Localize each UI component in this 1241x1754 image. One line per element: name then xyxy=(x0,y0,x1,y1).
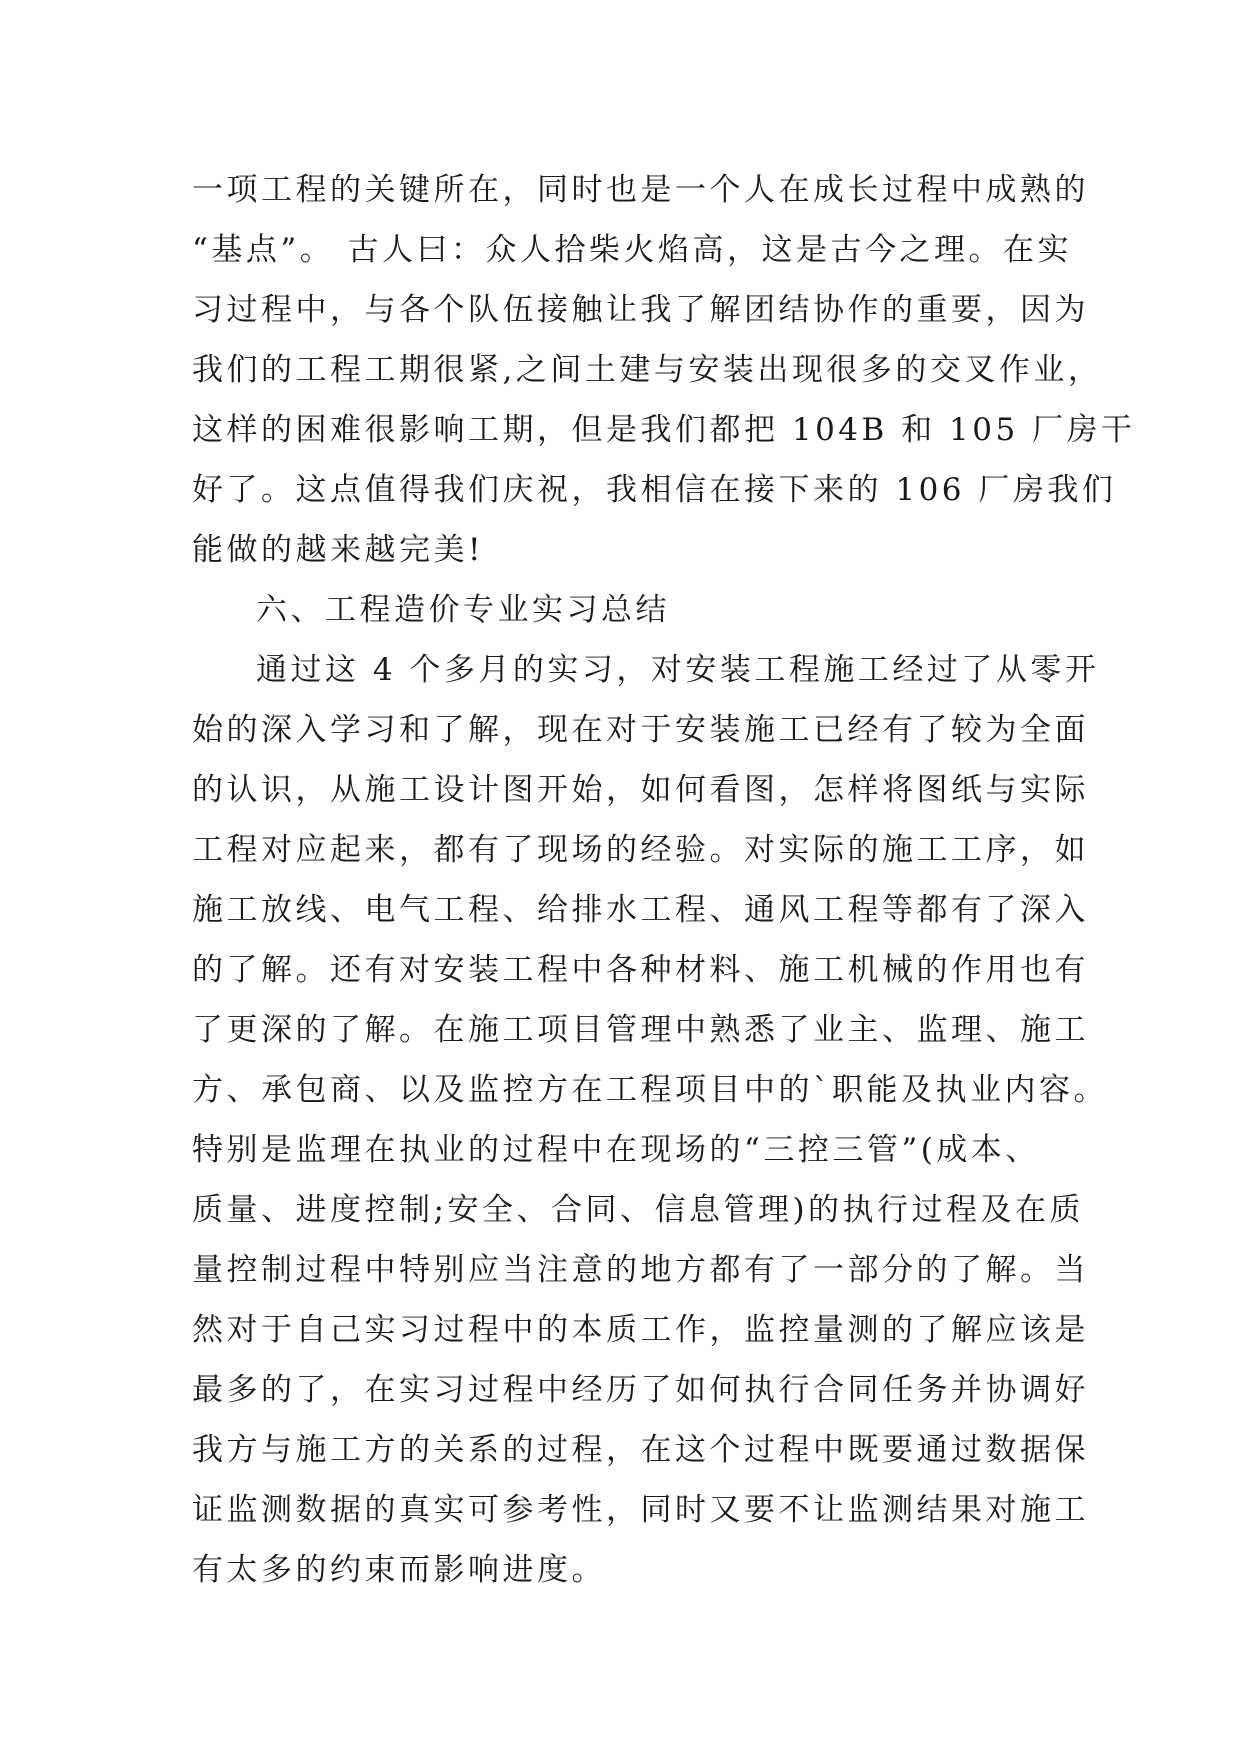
text-line: 我方与施工方的关系的过程，在这个过程中既要通过数据保 xyxy=(192,1432,1089,1468)
text-line: 一项工程的关键所在，同时也是一个人在成长过程中成熟的 xyxy=(192,172,1089,208)
text-line: 最多的了，在实习过程中经历了如何执行合同任务并协调好 xyxy=(192,1372,1089,1408)
text-line: 量控制过程中特别应当注意的地方都有了一部分的了解。当 xyxy=(192,1252,1089,1288)
paragraph-first-line: 通过这 4 个多月的实习，对安装工程施工经过了从零开 xyxy=(256,652,1100,688)
text-line: 的了解。还有对安装工程中各种材料、施工机械的作用也有 xyxy=(192,952,1089,988)
section-heading: 六、工程造价专业实习总结 xyxy=(256,592,670,628)
text-line: 工程对应起来，都有了现场的经验。对实际的施工工序，如 xyxy=(192,832,1089,868)
text-line: 有太多的约束而影响进度。 xyxy=(192,1552,606,1588)
body-text xyxy=(192,160,1136,1600)
text-line: 方、承包商、以及监控方在工程项目中的`职能及执业内容。 xyxy=(192,1072,1108,1108)
text-line: 特别是监理在执业的过程中在现场的“三控三管”(成本、 xyxy=(192,1132,1040,1168)
text-line: 习过程中，与各个队伍接触让我了解团结协作的重要，因为 xyxy=(192,292,1089,328)
text-line: 我们的工程工期很紧,之间土建与安装出现很多的交叉作业， xyxy=(192,352,1103,388)
text-line: 这样的困难很影响工期，但是我们都把 104B 和 105 厂房干 xyxy=(192,412,1136,448)
text-line: “基点”。 古人曰：众人拾柴火焰高，这是古今之理。在实 xyxy=(192,232,1073,268)
text-line: 的认识，从施工设计图开始，如何看图，怎样将图纸与实际 xyxy=(192,772,1089,808)
text-line: 然对于自己实习过程中的本质工作，监控量测的了解应该是 xyxy=(192,1312,1089,1348)
text-line: 能做的越来越完美! xyxy=(192,532,484,568)
text-line: 了更深的了解。在施工项目管理中熟悉了业主、监理、施工 xyxy=(192,1012,1089,1048)
text-line: 证监测数据的真实可参考性，同时又要不让监测结果对施工 xyxy=(192,1492,1089,1528)
text-line: 好了。这点值得我们庆祝，我相信在接下来的 106 厂房我们 xyxy=(192,472,1117,508)
text-line: 始的深入学习和了解，现在对于安装施工已经有了较为全面 xyxy=(192,712,1089,748)
text-line: 施工放线、电气工程、给排水工程、通风工程等都有了深入 xyxy=(192,892,1089,928)
text-line: 质量、进度控制;安全、合同、信息管理)的执行过程及在质 xyxy=(192,1192,1085,1228)
